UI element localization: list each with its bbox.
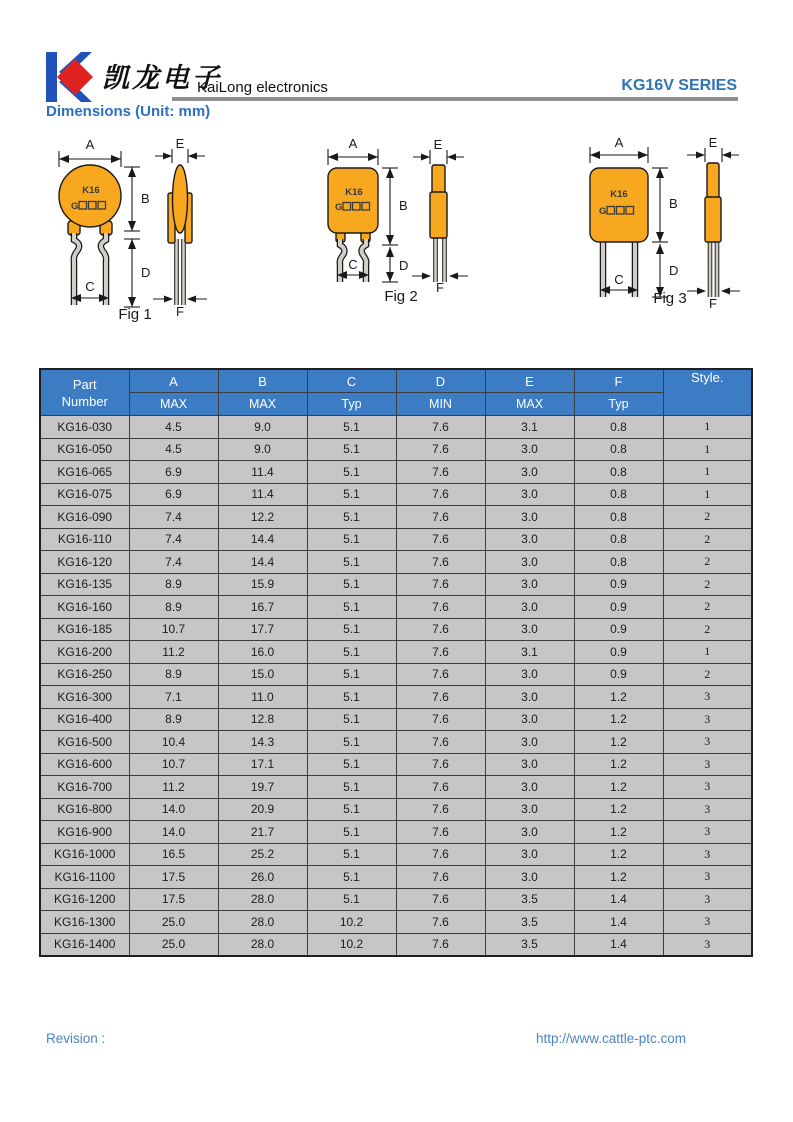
cell-dim-f: 0.8 xyxy=(574,506,663,529)
cell-part-number: KG16-200 xyxy=(40,641,129,664)
cell-dim-f: 0.9 xyxy=(574,596,663,619)
table-row xyxy=(40,888,752,911)
svg-text:C: C xyxy=(85,279,95,294)
table-row xyxy=(40,528,752,551)
table-row xyxy=(40,753,752,776)
svg-text:A: A xyxy=(85,137,95,152)
cell-dim-d: 7.6 xyxy=(396,506,485,529)
logo-chinese-text: 凯龙电子 xyxy=(102,63,222,93)
cell-dim-f: 0.8 xyxy=(574,461,663,484)
cell-dim-a: 6.9 xyxy=(129,483,218,506)
cell-dim-c: 5.1 xyxy=(307,551,396,574)
col-subheader-e: MAX xyxy=(485,393,574,416)
cell-style: 3 xyxy=(663,798,752,821)
svg-text:F: F xyxy=(436,280,444,295)
cell-style: 3 xyxy=(663,911,752,934)
cell-dim-e: 3.0 xyxy=(485,461,574,484)
cell-dim-e: 3.0 xyxy=(485,618,574,641)
cell-dim-f: 0.8 xyxy=(574,416,663,439)
cell-dim-b: 14.3 xyxy=(218,731,307,754)
cell-style: 2 xyxy=(663,596,752,619)
cell-dim-b: 25.2 xyxy=(218,843,307,866)
table-subheader-row xyxy=(40,393,752,416)
svg-text:B: B xyxy=(669,196,678,211)
fig2-drawing xyxy=(295,135,525,335)
cell-dim-b: 19.7 xyxy=(218,776,307,799)
fig1-dim-E xyxy=(155,136,205,163)
cell-dim-b: 11.4 xyxy=(218,461,307,484)
cell-dim-b: 12.2 xyxy=(218,506,307,529)
cell-dim-c: 5.1 xyxy=(307,821,396,844)
svg-text:B: B xyxy=(141,191,150,206)
cell-dim-d: 7.6 xyxy=(396,843,485,866)
cell-style: 2 xyxy=(663,528,752,551)
cell-part-number: KG16-1400 xyxy=(40,933,129,956)
table-row xyxy=(40,866,752,889)
cell-style: 1 xyxy=(663,483,752,506)
cell-dim-d: 7.6 xyxy=(396,596,485,619)
fig1-side-view xyxy=(168,165,192,305)
cell-dim-b: 28.0 xyxy=(218,888,307,911)
table-row xyxy=(40,506,752,529)
cell-part-number: KG16-075 xyxy=(40,483,129,506)
cell-dim-b: 14.4 xyxy=(218,528,307,551)
cell-part-number: KG16-065 xyxy=(40,461,129,484)
svg-text:F: F xyxy=(709,296,717,311)
cell-dim-d: 7.6 xyxy=(396,753,485,776)
revision-label: Revision : xyxy=(46,1031,106,1046)
svg-text:A: A xyxy=(348,136,358,151)
cell-part-number: KG16-600 xyxy=(40,753,129,776)
cell-dim-c: 10.2 xyxy=(307,911,396,934)
fig1-drawing xyxy=(35,135,265,335)
cell-dim-a: 11.2 xyxy=(129,776,218,799)
table-row xyxy=(40,461,752,484)
table-row xyxy=(40,731,752,754)
cell-dim-d: 7.6 xyxy=(396,776,485,799)
cell-dim-f: 0.8 xyxy=(574,551,663,574)
cell-dim-b: 26.0 xyxy=(218,866,307,889)
cell-dim-d: 7.6 xyxy=(396,528,485,551)
cell-dim-f: 0.8 xyxy=(574,438,663,461)
cell-style: 1 xyxy=(663,461,752,484)
cell-dim-b: 12.8 xyxy=(218,708,307,731)
cell-dim-c: 5.1 xyxy=(307,596,396,619)
cell-dim-f: 1.2 xyxy=(574,843,663,866)
cell-dim-a: 10.4 xyxy=(129,731,218,754)
cell-part-number: KG16-120 xyxy=(40,551,129,574)
cell-dim-a: 4.5 xyxy=(129,416,218,439)
cell-dim-d: 7.6 xyxy=(396,438,485,461)
series-title: KG16V SERIES xyxy=(621,77,737,94)
cell-part-number: KG16-400 xyxy=(40,708,129,731)
cell-dim-f: 1.2 xyxy=(574,866,663,889)
cell-dim-b: 28.0 xyxy=(218,933,307,956)
dimensions-table xyxy=(39,368,753,957)
cell-dim-f: 1.2 xyxy=(574,686,663,709)
svg-text:E: E xyxy=(175,136,185,151)
cell-dim-d: 7.6 xyxy=(396,461,485,484)
cell-style: 3 xyxy=(663,731,752,754)
table-row xyxy=(40,551,752,574)
cell-dim-d: 7.6 xyxy=(396,618,485,641)
cell-dim-e: 3.0 xyxy=(485,551,574,574)
fig3-drawing xyxy=(555,135,790,335)
cell-style: 3 xyxy=(663,933,752,956)
cell-dim-b: 11.0 xyxy=(218,686,307,709)
cell-dim-a: 10.7 xyxy=(129,618,218,641)
table-row xyxy=(40,618,752,641)
cell-dim-c: 5.1 xyxy=(307,461,396,484)
cell-dim-a: 25.0 xyxy=(129,933,218,956)
fig2-dim-B xyxy=(382,168,408,245)
cell-dim-c: 5.1 xyxy=(307,753,396,776)
cell-dim-c: 5.1 xyxy=(307,798,396,821)
svg-text:B: B xyxy=(399,198,408,213)
svg-text:G: G xyxy=(71,201,79,212)
cell-dim-c: 5.1 xyxy=(307,528,396,551)
cell-style: 2 xyxy=(663,663,752,686)
fig2-dim-D xyxy=(382,247,408,282)
cell-dim-f: 0.8 xyxy=(574,528,663,551)
cell-dim-e: 3.0 xyxy=(485,798,574,821)
cell-dim-c: 5.1 xyxy=(307,416,396,439)
col-subheader-b: MAX xyxy=(218,393,307,416)
cell-dim-a: 8.9 xyxy=(129,596,218,619)
cell-dim-e: 3.0 xyxy=(485,731,574,754)
cell-dim-a: 17.5 xyxy=(129,866,218,889)
cell-dim-e: 3.0 xyxy=(485,686,574,709)
table-header-row xyxy=(40,369,752,393)
cell-style: 3 xyxy=(663,866,752,889)
table-row xyxy=(40,798,752,821)
cell-style: 1 xyxy=(663,438,752,461)
cell-style: 1 xyxy=(663,416,752,439)
cell-dim-b: 17.7 xyxy=(218,618,307,641)
fig2-dim-A xyxy=(328,136,378,165)
table-row xyxy=(40,686,752,709)
table-row xyxy=(40,438,752,461)
table-row xyxy=(40,708,752,731)
cell-dim-a: 8.9 xyxy=(129,573,218,596)
cell-dim-e: 3.0 xyxy=(485,776,574,799)
col-subheader-f: Typ xyxy=(574,393,663,416)
cell-dim-a: 4.5 xyxy=(129,438,218,461)
cell-dim-d: 7.6 xyxy=(396,573,485,596)
cell-style: 2 xyxy=(663,618,752,641)
svg-text:K16: K16 xyxy=(345,187,363,198)
cell-style: 1 xyxy=(663,641,752,664)
cell-dim-f: 1.2 xyxy=(574,798,663,821)
cell-dim-e: 3.0 xyxy=(485,753,574,776)
cell-dim-e: 3.0 xyxy=(485,596,574,619)
cell-part-number: KG16-1000 xyxy=(40,843,129,866)
cell-part-number: KG16-050 xyxy=(40,438,129,461)
svg-text:F: F xyxy=(176,304,184,319)
col-header-a: A xyxy=(129,369,218,393)
svg-text:K16: K16 xyxy=(610,189,628,200)
cell-style: 3 xyxy=(663,686,752,709)
cell-dim-a: 10.7 xyxy=(129,753,218,776)
cell-dim-d: 7.6 xyxy=(396,911,485,934)
cell-dim-c: 5.1 xyxy=(307,731,396,754)
cell-dim-c: 5.1 xyxy=(307,483,396,506)
cell-dim-e: 3.5 xyxy=(485,888,574,911)
cell-dim-d: 7.6 xyxy=(396,641,485,664)
svg-text:D: D xyxy=(141,265,151,280)
fig2-caption: Fig 2 xyxy=(384,288,418,305)
dim-table-body xyxy=(40,416,752,957)
col-subheader-d: MIN xyxy=(396,393,485,416)
cell-style: 2 xyxy=(663,506,752,529)
cell-part-number: KG16-800 xyxy=(40,798,129,821)
cell-part-number: KG16-300 xyxy=(40,686,129,709)
cell-part-number: KG16-1300 xyxy=(40,911,129,934)
cell-dim-e: 3.0 xyxy=(485,866,574,889)
col-header-b: B xyxy=(218,369,307,393)
cell-dim-a: 17.5 xyxy=(129,888,218,911)
fig3-dim-A xyxy=(590,135,648,163)
cell-dim-a: 11.2 xyxy=(129,641,218,664)
svg-text:E: E xyxy=(433,137,443,152)
cell-part-number: KG16-030 xyxy=(40,416,129,439)
col-subheader-c: Typ xyxy=(307,393,396,416)
cell-dim-d: 7.6 xyxy=(396,866,485,889)
cell-dim-b: 21.7 xyxy=(218,821,307,844)
cell-part-number: KG16-500 xyxy=(40,731,129,754)
fig1-dim-B xyxy=(124,167,150,231)
cell-dim-a: 7.4 xyxy=(129,506,218,529)
cell-dim-c: 5.1 xyxy=(307,686,396,709)
cell-dim-e: 3.5 xyxy=(485,911,574,934)
cell-dim-f: 1.2 xyxy=(574,821,663,844)
cell-dim-a: 14.0 xyxy=(129,821,218,844)
svg-text:D: D xyxy=(669,263,679,278)
cell-part-number: KG16-135 xyxy=(40,573,129,596)
cell-part-number: KG16-160 xyxy=(40,596,129,619)
fig3-dim-E xyxy=(687,135,739,162)
table-row xyxy=(40,933,752,956)
cell-style: 3 xyxy=(663,843,752,866)
cell-dim-f: 1.2 xyxy=(574,708,663,731)
cell-dim-e: 3.0 xyxy=(485,528,574,551)
cell-dim-f: 1.4 xyxy=(574,933,663,956)
cell-dim-f: 1.2 xyxy=(574,753,663,776)
cell-dim-e: 3.0 xyxy=(485,843,574,866)
cell-dim-c: 5.1 xyxy=(307,618,396,641)
col-header-d: D xyxy=(396,369,485,393)
cell-dim-d: 7.6 xyxy=(396,416,485,439)
cell-dim-f: 1.4 xyxy=(574,888,663,911)
cell-part-number: KG16-110 xyxy=(40,528,129,551)
fig3-dim-F xyxy=(687,288,740,312)
cell-dim-b: 16.7 xyxy=(218,596,307,619)
col-header-part: Part Number xyxy=(40,369,129,416)
svg-text:K16: K16 xyxy=(82,185,100,196)
svg-text:C: C xyxy=(348,257,358,272)
table-row xyxy=(40,911,752,934)
cell-dim-f: 0.9 xyxy=(574,618,663,641)
cell-dim-c: 5.1 xyxy=(307,888,396,911)
cell-dim-a: 25.0 xyxy=(129,911,218,934)
cell-dim-e: 3.1 xyxy=(485,641,574,664)
cell-dim-d: 7.6 xyxy=(396,798,485,821)
cell-dim-b: 14.4 xyxy=(218,551,307,574)
cell-style: 2 xyxy=(663,573,752,596)
cell-dim-c: 5.1 xyxy=(307,573,396,596)
cell-dim-c: 5.1 xyxy=(307,506,396,529)
fig2-side-view xyxy=(430,165,447,282)
cell-dim-c: 5.1 xyxy=(307,663,396,686)
cell-style: 3 xyxy=(663,776,752,799)
table-row xyxy=(40,416,752,439)
svg-text:D: D xyxy=(399,258,409,273)
col-header-c: C xyxy=(307,369,396,393)
table-row xyxy=(40,821,752,844)
col-subheader-a: MAX xyxy=(129,393,218,416)
cell-dim-a: 14.0 xyxy=(129,798,218,821)
cell-dim-c: 5.1 xyxy=(307,641,396,664)
cell-style: 3 xyxy=(663,753,752,776)
cell-dim-a: 6.9 xyxy=(129,461,218,484)
fig2-dim-F xyxy=(412,273,468,296)
cell-dim-c: 5.1 xyxy=(307,438,396,461)
cell-dim-e: 3.0 xyxy=(485,821,574,844)
cell-dim-b: 9.0 xyxy=(218,438,307,461)
cell-style: 3 xyxy=(663,888,752,911)
website-link[interactable]: http://www.cattle-ptc.com xyxy=(536,1031,687,1046)
cell-dim-d: 7.6 xyxy=(396,551,485,574)
cell-dim-d: 7.6 xyxy=(396,708,485,731)
fig3-caption: Fig 3 xyxy=(653,290,687,307)
svg-text:G: G xyxy=(335,202,343,213)
cell-dim-f: 1.4 xyxy=(574,911,663,934)
fig3-side-view xyxy=(705,163,721,297)
cell-dim-a: 7.4 xyxy=(129,528,218,551)
cell-dim-e: 3.0 xyxy=(485,483,574,506)
cell-dim-e: 3.0 xyxy=(485,506,574,529)
cell-style: 3 xyxy=(663,821,752,844)
cell-dim-b: 16.0 xyxy=(218,641,307,664)
fig1-dim-F xyxy=(153,296,207,320)
cell-dim-d: 7.6 xyxy=(396,483,485,506)
svg-text:C: C xyxy=(614,272,624,287)
table-row xyxy=(40,663,752,686)
svg-text:E: E xyxy=(708,135,718,150)
table-row xyxy=(40,776,752,799)
svg-text:G: G xyxy=(599,206,607,217)
col-header-e: E xyxy=(485,369,574,393)
cell-dim-f: 0.8 xyxy=(574,483,663,506)
cell-dim-f: 1.2 xyxy=(574,776,663,799)
cell-dim-c: 5.1 xyxy=(307,843,396,866)
cell-style: 3 xyxy=(663,708,752,731)
col-header-style: Style. xyxy=(663,369,752,416)
cell-part-number: KG16-185 xyxy=(40,618,129,641)
company-name: KaiLong electronics xyxy=(197,79,328,96)
cell-dim-c: 5.1 xyxy=(307,708,396,731)
fig1-dim-A xyxy=(59,137,121,167)
cell-dim-d: 7.6 xyxy=(396,663,485,686)
cell-dim-b: 28.0 xyxy=(218,911,307,934)
svg-text:A: A xyxy=(614,135,624,150)
table-row xyxy=(40,641,752,664)
cell-part-number: KG16-090 xyxy=(40,506,129,529)
cell-dim-d: 7.6 xyxy=(396,821,485,844)
cell-part-number: KG16-250 xyxy=(40,663,129,686)
table-row xyxy=(40,573,752,596)
cell-dim-a: 8.9 xyxy=(129,663,218,686)
cell-part-number: KG16-1100 xyxy=(40,866,129,889)
header-rule xyxy=(172,97,738,101)
cell-dim-c: 10.2 xyxy=(307,933,396,956)
table-row xyxy=(40,483,752,506)
cell-dim-b: 17.1 xyxy=(218,753,307,776)
cell-dim-e: 3.1 xyxy=(485,416,574,439)
table-row xyxy=(40,596,752,619)
cell-dim-f: 0.9 xyxy=(574,573,663,596)
cell-dim-a: 7.4 xyxy=(129,551,218,574)
logo-bar xyxy=(46,52,57,102)
section-title: Dimensions (Unit: mm) xyxy=(46,103,211,120)
kailong-logo xyxy=(44,50,98,104)
cell-dim-e: 3.0 xyxy=(485,708,574,731)
cell-dim-b: 15.0 xyxy=(218,663,307,686)
cell-dim-d: 7.6 xyxy=(396,731,485,754)
cell-dim-d: 7.6 xyxy=(396,933,485,956)
cell-dim-b: 9.0 xyxy=(218,416,307,439)
cell-dim-c: 5.1 xyxy=(307,866,396,889)
fig3-dim-B xyxy=(652,168,678,242)
fig1-dim-D xyxy=(124,239,150,307)
cell-dim-e: 3.0 xyxy=(485,663,574,686)
cell-style: 2 xyxy=(663,551,752,574)
cell-part-number: KG16-700 xyxy=(40,776,129,799)
cell-dim-a: 16.5 xyxy=(129,843,218,866)
fig1-caption: Fig 1 xyxy=(118,306,152,323)
cell-dim-b: 15.9 xyxy=(218,573,307,596)
cell-dim-f: 1.2 xyxy=(574,731,663,754)
col-header-f: F xyxy=(574,369,663,393)
cell-dim-c: 5.1 xyxy=(307,776,396,799)
cell-dim-e: 3.0 xyxy=(485,438,574,461)
table-row xyxy=(40,843,752,866)
logo-red-diamond-icon xyxy=(57,59,93,95)
cell-dim-f: 0.9 xyxy=(574,641,663,664)
cell-dim-a: 7.1 xyxy=(129,686,218,709)
cell-part-number: KG16-900 xyxy=(40,821,129,844)
fig2-dim-E xyxy=(413,137,464,164)
cell-dim-b: 20.9 xyxy=(218,798,307,821)
cell-dim-e: 3.5 xyxy=(485,933,574,956)
cell-dim-a: 8.9 xyxy=(129,708,218,731)
cell-dim-d: 7.6 xyxy=(396,686,485,709)
cell-dim-e: 3.0 xyxy=(485,573,574,596)
cell-dim-b: 11.4 xyxy=(218,483,307,506)
cell-dim-f: 0.9 xyxy=(574,663,663,686)
cell-dim-d: 7.6 xyxy=(396,888,485,911)
cell-part-number: KG16-1200 xyxy=(40,888,129,911)
